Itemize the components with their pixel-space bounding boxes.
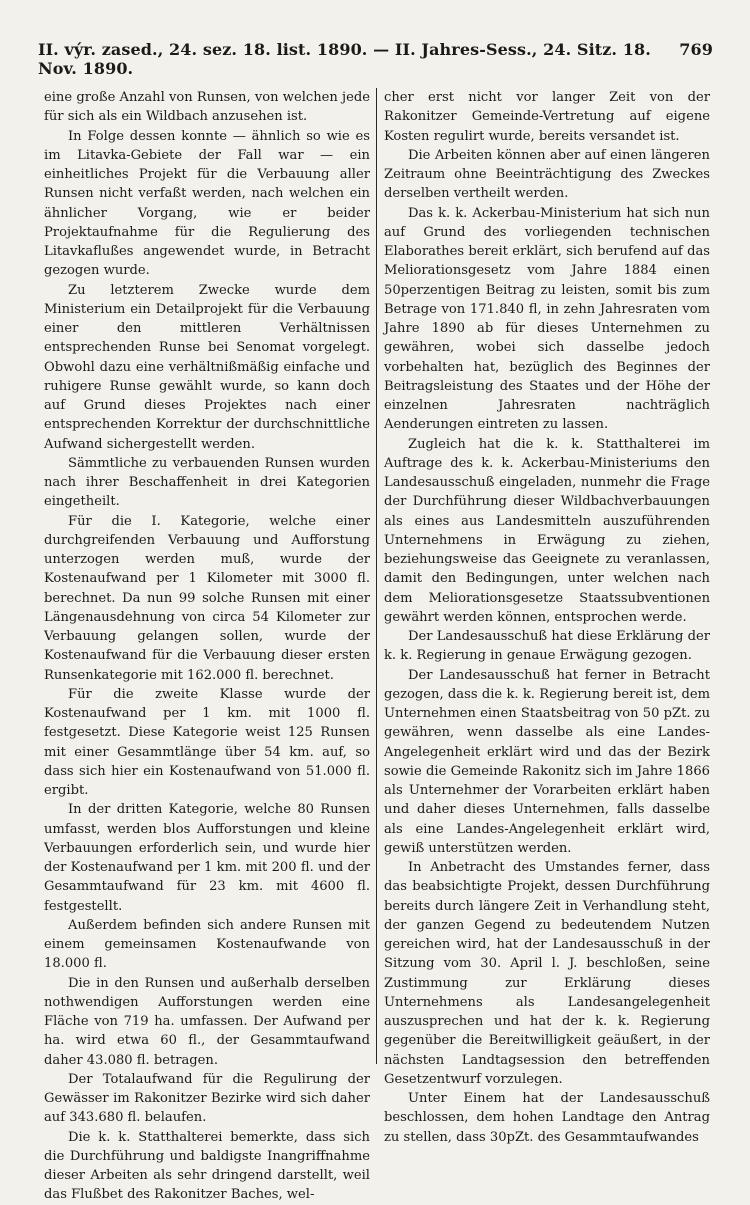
paragraph: In der dritten Kategorie, welche 80 Runsen umfasst, werden blos Aufforstungen und kleine Verbauungen erforderlich sein, und wurde hier der Kostenaufwand per 1 km. mit 200 fl. und der Gesammtaufwand für 23 km. mit 4600 fl. festgestellt. [44, 802, 370, 914]
paragraph: Für die I. Kategorie, welche einer durchgreifenden Verbauung und Aufforstung unterzogen werden muß, wurde der Kostenaufwand per 1 Kilometer mit 3000 fl. berechnet. Da nun 99 solche Runsen mit einer Längenausdehnung von circa 54 Kilometer zur Verbauung gelangen sollen, wurde der Kostenaufwand für die Verbauung dieser ersten Runsenkategorie mit 162.000 fl. berechnet. [44, 513, 370, 683]
paragraph: cher erst nicht vor langer Zeit von der Rakonitzer Gemeinde-Vertretung auf eigene Kosten regulirt wurde, bereits versandet ist. [384, 90, 710, 144]
right-column [384, 88, 710, 1147]
paragraph: Das k. k. Ackerbau-Ministerium hat sich nun auf Grund des vorliegenden technischen Elaborathes bereit erklärt, sich berufend auf das Meliorationsgesetz vom Jahre 1884 einen 50perzentigen Beitrag zu leisten, somit bis zum Betrage von 171.840 fl, in zehn Jahresraten vom Jahre 1890 ab für dieses Unternehmen zu gewähren, wobei sich dasselbe jedoch vorbehalten hat, bezüglich des Beginnes der Beitragsleistung des Staates und der Höhe der einzelnen Jahresraten nachträglich Aenderungen eintreten zu lassen. [384, 205, 710, 433]
paragraph: Zugleich hat die k. k. Statthalterei im Auftrage des k. k. Ackerbau-Ministeriums den Landesausschuß eingeladen, nunmehr die Frage der Durchführung dieser Wildbachverbauungen als eines aus Landesmitteln auszuführenden Unternehmens in Erwägung zu ziehen, beziehungsweise das Geeignete zu veranlassen, damit den Bedingungen, unter welchen nach dem Meliorationsgesetze Staatssubventionen gewährt werden können, entsprochen werde. [384, 436, 710, 625]
page-header [38, 40, 713, 78]
header-title: II. výr. zased., 24. sez. 18. list. 1890. — II. Jahres-Sess., 24. Sitz. 18. Nov. 1890. [38, 40, 651, 78]
paragraph: Für die zweite Klasse wurde der Kostenaufwand per 1 km. mit 1000 fl. festgesetzt. Diese Kategorie weist 125 Runsen mit einer Gesammtlänge über 54 km. auf, so dass sich hier ein Kostenaufwand von 51.000 fl. ergibt. [44, 686, 370, 798]
paragraph: Sämmtliche zu verbauenden Runsen wurden nach ihrer Beschaffenheit in drei Kategorien eingetheilt. [44, 455, 370, 510]
paragraph: Außerdem befinden sich andere Runsen mit einem gemeinsamen Kostenaufwande von 18.000 fl. [44, 917, 370, 972]
left-column [44, 88, 370, 1205]
paragraph: eine große Anzahl von Runsen, von welchen jede für sich als ein Wildbach anzusehen ist. [44, 90, 370, 125]
paragraph: Der Totalaufwand für die Regulirung der Gewässer im Rakonitzer Bezirke wird sich daher auf 343.680 fl. belaufen. [44, 1071, 370, 1126]
paragraph: In Anbetracht des Umstandes ferner, dass das beabsichtigte Projekt, dessen Durchführung bereits durch längere Zeit in Verhandlung steht, der ganzen Gegend zu bedeutendem Nutzen gereichen wird, hat der Landesausschuß in der Sitzung vom 30. April l. J. beschloßen, seine Zustimmung zur Erklärung dieses Unternehmens als Landesangelegenheit auszusprechen und hat der k. k. Regierung gegenüber die Bereitwilligkeit geäußert, in der nächsten Landtagsession den betreffenden Gesetzentwurf vorzulegen. [384, 860, 710, 1087]
paragraph: In Folge dessen konnte — ähnlich so wie es im Litavka-Gebiete der Fall war — ein einheitliches Projekt für die Verbauung aller Runsen nicht verfaßt werden, nach welchen ein ähnlicher Vorgang, wie er beider Projektaufnahme für die Regulierung des Litavkaflußes angewendet wurde, in Betracht gezogen wurde. [44, 128, 370, 279]
paragraph: Unter Einem hat der Landesausschuß beschlossen, dem hohen Landtage den Antrag zu stellen, dass 30pZt. des Gesammtaufwandes [384, 1091, 710, 1145]
paragraph: Die Arbeiten können aber auf einen längeren Zeitraum ohne Beeinträchtigung des Zweckes derselben vertheilt werden. [384, 147, 710, 202]
paragraph: Der Landesausschuß hat diese Erklärung der k. k. Regierung in genaue Erwägung gezogen. [384, 629, 710, 664]
paragraph: Zu letzterem Zwecke wurde dem Ministerium ein Detailprojekt für die Verbauung einer den mittleren Verhältnissen entsprechenden Runse bei Senomat vorgelegt. Obwohl dazu eine verhältnißmäßig einfache und ruhigere Runse gewählt wurde, so kann doch auf Grund dieses Projektes nach einer entsprechenden Korrektur der durchschnittliche Aufwand sichergestellt werden. [44, 282, 370, 452]
paragraph: Die k. k. Statthalterei bemerkte, dass sich die Durchführung und baldigste Inangriffnahme dieser Arbeiten als sehr dringend darstellt, weil das Flußbet des Rakonitzer Baches, wel- [44, 1129, 370, 1203]
page-number: 769 [679, 40, 713, 59]
column-divider [376, 88, 377, 1064]
paragraph: Die in den Runsen und außerhalb derselben nothwendigen Aufforstungen werden eine Fläche von 719 ha. umfassen. Der Aufwand per ha. wird etwa 60 fl., der Gesammtaufwand daher 43.080 fl. betragen. [44, 975, 370, 1068]
paragraph: Der Landesausschuß hat ferner in Betracht gezogen, dass die k. k. Regierung bereit ist, dem Unternehmen einen Staatsbeitrag von 50 pZt. zu gewähren, wenn dasselbe als eine Landes-Angelegenheit erklärt wird und das der Bezirk sowie die Gemeinde Rakonitz sich im Jahre 1866 als Unternehmer der Vorarbeiten erklärt haben und daher dieses Unternehmen, falls dasselbe als eine Landes-Angelegenheit erklärt wird, gewiß unterstützen werden. [384, 667, 710, 856]
